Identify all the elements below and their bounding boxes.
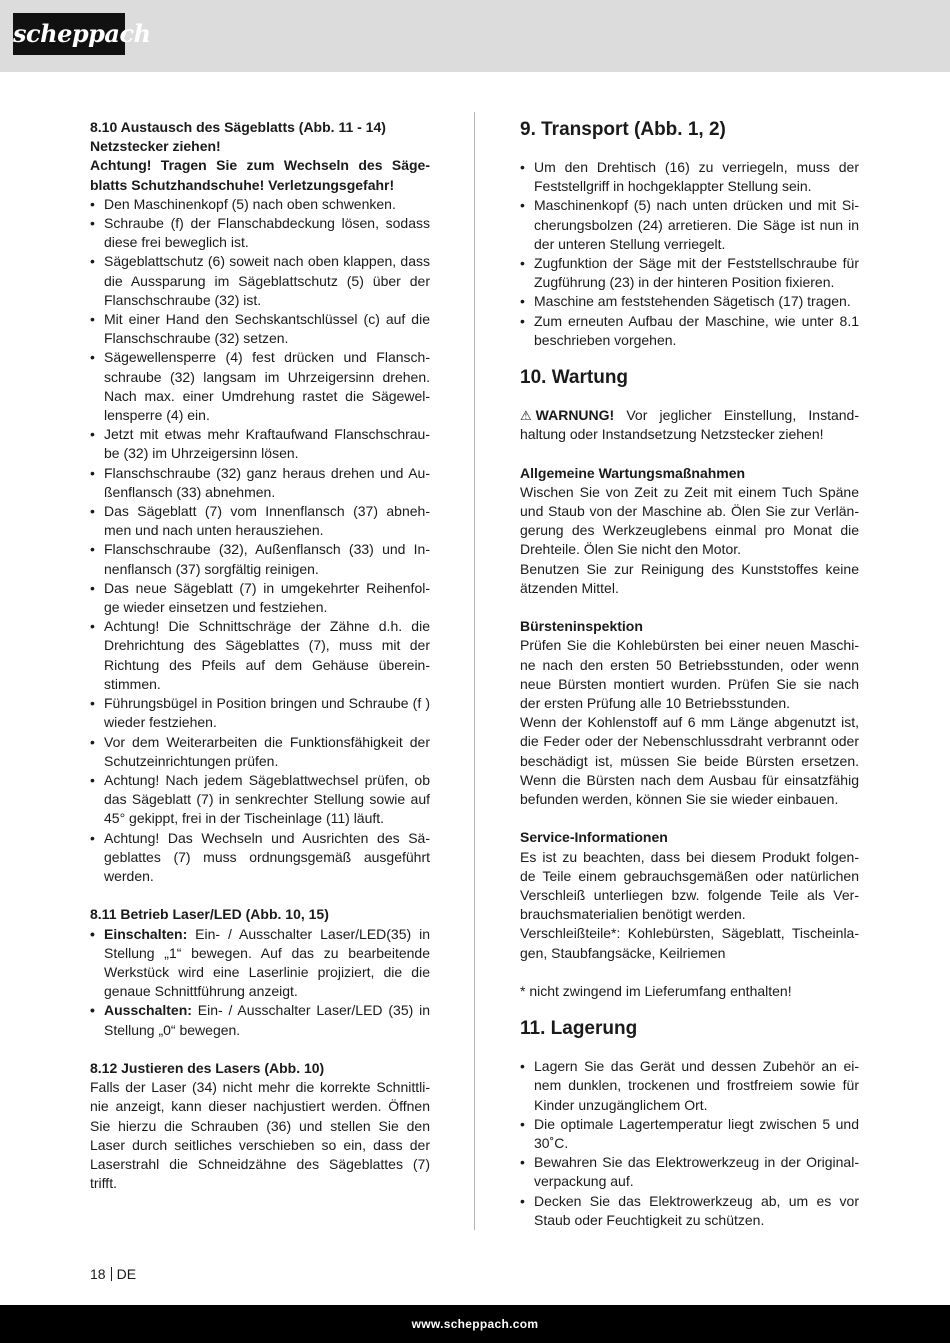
section-8-10 xyxy=(90,118,430,886)
switch-on-text: Ein- / Ausschalter Laser/LED(35) in Stellung „1“ bewegen. Auf das zu bearbeitende Werkstück wird eine Laserlinie projiziert, die die genaue Schnittführung anzeigt. xyxy=(104,925,430,1000)
list-item: • Das Sägeblatt (7) vom Innenflansch (37) abneh- men und nach unten herausziehen. xyxy=(90,502,430,540)
general-maintenance-title: Allgemeine Wartungsmaßnahmen xyxy=(520,464,746,481)
page-number xyxy=(90,1265,136,1284)
list-item: • Zum erneuten Aufbau der Maschine, wie unter 8.1 beschrieben vorgehen. xyxy=(520,312,859,350)
right-column xyxy=(520,118,859,1230)
section-8-11-list xyxy=(90,925,430,1040)
section-10-title: 10. Wartung xyxy=(520,367,629,389)
column-divider xyxy=(474,112,475,1230)
section-8-10-warning: Achtung! Tragen Sie zum Wechseln des Säge- blatts Schutzhandschuhe! Verletzungsgefahr! xyxy=(90,157,430,193)
scheppach-logo: scheppach xyxy=(13,13,125,55)
list-item: • Lagern Sie das Gerät und dessen Zubehör an ei- nem dunklen, trockenen und frostfreiem sowie für Kinder unzugänglichem Ort. xyxy=(520,1057,859,1115)
section-8-10-steps xyxy=(90,195,430,886)
language-code: DE xyxy=(116,1266,137,1282)
wear-parts-text: Verschleißteile*: Kohlebürsten, Sägeblatt, Tischeinla- gen, Staubfangsäcke, Keilriemen xyxy=(520,925,859,961)
section-9-title: 9. Transport (Abb. 1, 2) xyxy=(520,119,726,140)
list-item xyxy=(90,925,430,1002)
service-info-title: Service-Informationen xyxy=(520,829,668,846)
section-8-10-title: 8.10 Austausch des Sägeblatts (Abb. 11 - 14) xyxy=(90,119,386,135)
page-number-value: 18 xyxy=(90,1266,106,1282)
list-item: • Sägeblattschutz (6) soweit nach oben klappen, dass die Aussparung im Sägeblattschutz (5) über der Flanschschraube (32) ist. xyxy=(90,252,430,310)
service-info-text: Es ist zu beachten, dass bei diesem Produkt folgen- de Teile einem gebrauchsgemäßen oder natürlichen Verschleiß unterliegen bzw. folgende Teile als Ver- brauchsmaterialien benötigt werden. xyxy=(520,848,859,923)
page-separator xyxy=(111,1267,112,1281)
section-9 xyxy=(520,118,859,350)
section-9-list xyxy=(520,158,859,350)
list-item: • Den Maschinenkopf (5) nach oben schwenken. xyxy=(90,195,430,214)
section-10 xyxy=(520,366,859,1001)
general-maintenance-text-2: Benutzen Sie zur Reinigung des Kunststoffes keine ätzenden Mittel. xyxy=(520,560,859,596)
list-item: • Achtung! Das Wechseln und Ausrichten des Sä- geblattes (7) muss ordnungsgemäß ausgeführt werden. xyxy=(90,829,430,887)
list-item: • Führungsbügel in Position bringen und Schraube (f ) wieder festziehen. xyxy=(90,694,430,732)
warning-label: WARNUNG! xyxy=(535,407,615,424)
list-item: • Achtung! Nach jedem Sägeblattwechsel prüfen, ob das Sägeblatt (7) in senkrechter Stellung sowie auf 45° gekippt, frei in der Tischeinlage (11) läuft. xyxy=(90,771,430,829)
list-item: • Flanschschraube (32), Außenflansch (33) und In- nenflansch (37) sorgfältig reinigen. xyxy=(90,540,430,578)
brush-inspection-text: Prüfen Sie die Kohlebürsten bei einer neuen Maschi- ne nach den ersten 50 Betriebsstunden, oder wenn neue Bürsten montiert wurden. Prüfen Sie sie nach der ersten Prüfung alle 10 Betriebsstunden. xyxy=(520,637,859,712)
website-link[interactable]: www.scheppach.com xyxy=(411,1317,539,1331)
section-11 xyxy=(520,1017,859,1230)
footnote: * nicht zwingend im Lieferumfang enthalten! xyxy=(520,983,792,1000)
switch-off-label: Ausschalten: xyxy=(104,1002,192,1019)
warning-triangle-icon: ⚠ xyxy=(520,408,532,424)
section-11-list xyxy=(520,1057,859,1230)
list-item: • Achtung! Die Schnittschräge der Zähne d.h. die Drehrichtung des Sägeblattes (7), muss mit der Richtung des Pfeils auf dem Gehäuse überein- stimmen. xyxy=(90,617,430,694)
left-column xyxy=(90,118,430,1193)
list-item: • Bewahren Sie das Elektrowerkzeug in der Original- verpackung auf. xyxy=(520,1153,859,1191)
section-8-11-title: 8.11 Betrieb Laser/LED (Abb. 10, 15) xyxy=(90,906,329,923)
section-8-12-text: Falls der Laser (34) nicht mehr die korrekte Schnittli- nie anzeigt, kann dieser nachjustiert werden. Öffnen Sie hierzu die Schrauben (36) und stellen Sie den Laser durch seitliches verschieben so ein, dass der Laserstrahl die Schneidzähne des Sägeblattes (7) trifft. xyxy=(90,1079,430,1192)
warning-paragraph xyxy=(520,406,859,444)
list-item: • Decken Sie das Elektrowerkzeug ab, um es vor Staub oder Feuchtigkeit zu schützen. xyxy=(520,1192,859,1230)
list-item: • Das neue Sägeblatt (7) in umgekehrter Reihenfol- ge wieder einsetzen und festziehen. xyxy=(90,579,430,617)
general-maintenance-text: Wischen Sie von Zeit zu Zeit mit einem Tuch Späne und Staub von der Maschine ab. Ölen Sie zur Verlän- gerung des Werkzeuglebens einmal pro Monat die Drehteile. Ölen Sie nicht den Motor. xyxy=(520,483,859,558)
list-item: • Maschinenkopf (5) nach unten drücken und mit Si- cherungsbolzen (24) arretieren. Die Säge ist nun in der unteren Stellung verriegelt. xyxy=(520,196,859,254)
list-item: • Schraube (f) der Flanschabdeckung lösen, sodass diese frei beweglich ist. xyxy=(90,214,430,252)
list-item: • Jetzt mit etwas mehr Kraftaufwand Flanschschrau- be (32) im Uhrzeigersinn lösen. xyxy=(90,425,430,463)
section-11-title: 11. Lagerung xyxy=(520,1018,638,1040)
list-item: • Vor dem Weiterarbeiten die Funktionsfähigkeit der Schutzeinrichtungen prüfen. xyxy=(90,733,430,771)
list-item: • Die optimale Lagertemperatur liegt zwischen 5 und 30˚C. xyxy=(520,1115,859,1153)
list-item: • Maschine am feststehenden Sägetisch (17) tragen. xyxy=(520,292,859,311)
brush-inspection-title: Bürsteninspektion xyxy=(520,618,643,635)
section-8-10-unplug: Netzstecker ziehen! xyxy=(90,138,221,155)
list-item: • Sägewellensperre (4) fest drücken und Flansch- schraube (32) langsam im Uhrzeigersinn drehen. Nach max. einer Umdrehung rastet die Sägewel- lensperre (4) ein. xyxy=(90,348,430,425)
section-8-12-title: 8.12 Justieren des Lasers (Abb. 10) xyxy=(90,1059,325,1076)
section-8-12 xyxy=(90,1059,430,1193)
list-item: • Um den Drehtisch (16) zu verriegeln, muss der Feststellgriff in hochgeklappter Stellung sein. xyxy=(520,158,859,196)
warning-text: Vor jeglicher Einstellung, Instand- haltung oder Instandsetzung Netzstecker ziehen! xyxy=(520,407,859,443)
section-8-11 xyxy=(90,905,430,1039)
list-item: • Flanschschraube (32) ganz heraus drehen und Au- ßenflansch (33) abnehmen. xyxy=(90,464,430,502)
list-item: • Zugfunktion der Säge mit der Feststellschraube für Zugführung (23) in der hinteren Position fixieren. xyxy=(520,254,859,292)
list-item xyxy=(90,1001,430,1039)
switch-on-label: Einschalten: xyxy=(104,925,188,942)
list-item: • Mit einer Hand den Sechskantschlüssel (c) auf die Flanschschraube (32) setzen. xyxy=(90,310,430,348)
brush-inspection-text-2: Wenn der Kohlenstoff auf 6 mm Länge abgenutzt ist, die Feder oder der Nebenschlussdraht verbrannt oder beschädigt ist, müssen Sie beide Bürsten ersetzen. Wenn die Bürsten nach dem Ausbau für einsatzfähig befunden werden, können Sie sie wieder einbauen. xyxy=(520,714,859,808)
switch-off-text: Ein- / Ausschalter Laser/LED (35) in Stellung „0“ bewegen. xyxy=(104,1002,430,1038)
